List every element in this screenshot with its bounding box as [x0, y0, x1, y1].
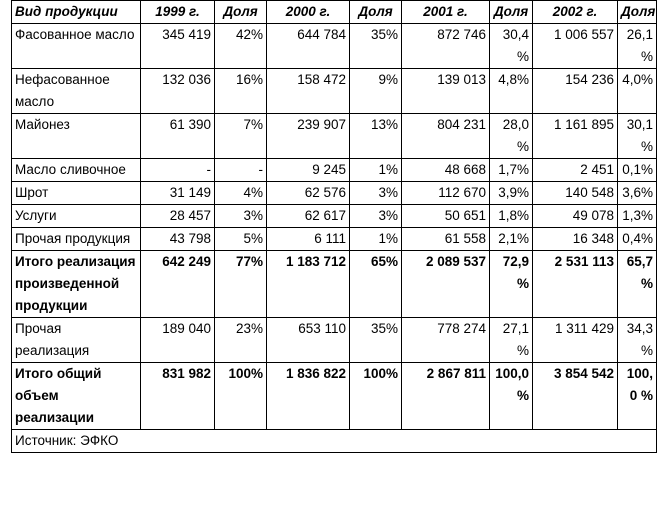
source-row [12, 430, 657, 453]
row-label: Прочая продукция [12, 228, 141, 251]
cell-value-2001: 804 231 [402, 114, 490, 159]
table-row [12, 159, 657, 182]
cell-share-2000: 13% [350, 114, 402, 159]
row-label: Шрот [12, 182, 141, 205]
cell-value-2002: 1 311 429 [533, 318, 618, 363]
row-label: Итого общий объем реализации [12, 363, 141, 430]
cell-share-2002: 0,1% [618, 159, 657, 182]
cell-value-2001: 2 867 811 [402, 363, 490, 430]
cell-value-2001: 50 651 [402, 205, 490, 228]
table-row-total-produced [12, 251, 657, 318]
cell-share-2001: 1,8% [490, 205, 533, 228]
cell-share-1999: 42% [215, 24, 267, 69]
cell-share-2000: 65% [350, 251, 402, 318]
cell-share-2000: 3% [350, 205, 402, 228]
cell-value-2002: 1 161 895 [533, 114, 618, 159]
cell-share-2000: 35% [350, 318, 402, 363]
row-label: Услуги [12, 205, 141, 228]
cell-value-2000: 653 110 [267, 318, 350, 363]
cell-share-2002: 30,1 % [618, 114, 657, 159]
cell-value-2002: 140 548 [533, 182, 618, 205]
cell-value-2000: 6 111 [267, 228, 350, 251]
cell-value-2002: 154 236 [533, 69, 618, 114]
cell-share-2001: 27,1 % [490, 318, 533, 363]
cell-value-2001: 112 670 [402, 182, 490, 205]
table-row [12, 182, 657, 205]
cell-share-2000: 1% [350, 228, 402, 251]
table-row [12, 24, 657, 69]
cell-value-2001: 872 746 [402, 24, 490, 69]
header-year-2001: 2001 г. [402, 1, 490, 24]
table-row [12, 205, 657, 228]
cell-value-2002: 3 854 542 [533, 363, 618, 430]
cell-value-1999: 132 036 [141, 69, 215, 114]
cell-value-2001: 139 013 [402, 69, 490, 114]
table-row [12, 318, 657, 363]
header-product-type: Вид продукции [12, 1, 141, 24]
cell-share-1999: - [215, 159, 267, 182]
cell-value-1999: 31 149 [141, 182, 215, 205]
cell-share-2002: 1,3% [618, 205, 657, 228]
cell-value-2001: 2 089 537 [402, 251, 490, 318]
cell-value-2001: 61 558 [402, 228, 490, 251]
cell-value-2001: 778 274 [402, 318, 490, 363]
cell-value-2000: 1 183 712 [267, 251, 350, 318]
cell-share-2000: 9% [350, 69, 402, 114]
cell-value-2000: 62 576 [267, 182, 350, 205]
cell-share-2002: 0,4% [618, 228, 657, 251]
cell-value-1999: 43 798 [141, 228, 215, 251]
cell-value-1999: 189 040 [141, 318, 215, 363]
header-year-2002: 2002 г. [533, 1, 618, 24]
cell-value-1999: 345 419 [141, 24, 215, 69]
header-share-2001: Доля [490, 1, 533, 24]
cell-value-2000: 9 245 [267, 159, 350, 182]
cell-share-1999: 3% [215, 205, 267, 228]
cell-share-2002: 4,0% [618, 69, 657, 114]
row-label: Итого реализация произведенной продукции [12, 251, 141, 318]
cell-share-1999: 4% [215, 182, 267, 205]
header-share-2000: Доля [350, 1, 402, 24]
header-row [12, 1, 657, 24]
cell-share-2001: 100,0 % [490, 363, 533, 430]
cell-value-1999: 831 982 [141, 363, 215, 430]
row-label: Фасованное масло [12, 24, 141, 69]
cell-value-2000: 158 472 [267, 69, 350, 114]
cell-value-2000: 239 907 [267, 114, 350, 159]
cell-share-1999: 5% [215, 228, 267, 251]
cell-share-2002: 26,1 % [618, 24, 657, 69]
cell-share-1999: 16% [215, 69, 267, 114]
row-label: Нефасованное масло [12, 69, 141, 114]
cell-share-1999: 7% [215, 114, 267, 159]
sales-table-container [11, 0, 656, 453]
cell-value-1999: 28 457 [141, 205, 215, 228]
cell-share-1999: 77% [215, 251, 267, 318]
table-row [12, 114, 657, 159]
cell-share-1999: 23% [215, 318, 267, 363]
cell-share-2002: 34,3 % [618, 318, 657, 363]
cell-value-2002: 2 531 113 [533, 251, 618, 318]
sales-table [11, 0, 657, 453]
table-row [12, 228, 657, 251]
cell-value-2002: 1 006 557 [533, 24, 618, 69]
cell-share-2002: 3,6% [618, 182, 657, 205]
cell-share-1999: 100% [215, 363, 267, 430]
table-row-grand-total [12, 363, 657, 430]
cell-value-2002: 16 348 [533, 228, 618, 251]
cell-share-2001: 4,8% [490, 69, 533, 114]
header-share-1999: Доля [215, 1, 267, 24]
cell-share-2000: 35% [350, 24, 402, 69]
cell-value-1999: - [141, 159, 215, 182]
cell-value-1999: 61 390 [141, 114, 215, 159]
header-share-2002: Доля [618, 1, 657, 24]
table-body [12, 24, 657, 453]
cell-share-2002: 65,7 % [618, 251, 657, 318]
cell-value-2002: 49 078 [533, 205, 618, 228]
cell-value-2000: 62 617 [267, 205, 350, 228]
cell-share-2000: 100% [350, 363, 402, 430]
header-year-2000: 2000 г. [267, 1, 350, 24]
cell-share-2001: 1,7% [490, 159, 533, 182]
table-row [12, 69, 657, 114]
cell-share-2001: 3,9% [490, 182, 533, 205]
cell-value-2001: 48 668 [402, 159, 490, 182]
row-label: Масло сливочное [12, 159, 141, 182]
cell-share-2000: 1% [350, 159, 402, 182]
source-note: Источник: ЭФКО [12, 430, 657, 453]
header-year-1999: 1999 г. [141, 1, 215, 24]
cell-share-2001: 30,4 % [490, 24, 533, 69]
cell-value-2000: 644 784 [267, 24, 350, 69]
cell-share-2002: 100,0 % [618, 363, 657, 430]
cell-share-2000: 3% [350, 182, 402, 205]
cell-share-2001: 72,9 % [490, 251, 533, 318]
cell-value-1999: 642 249 [141, 251, 215, 318]
cell-value-2002: 2 451 [533, 159, 618, 182]
row-label: Прочая реализация [12, 318, 141, 363]
cell-share-2001: 28,0 % [490, 114, 533, 159]
cell-share-2001: 2,1% [490, 228, 533, 251]
cell-value-2000: 1 836 822 [267, 363, 350, 430]
row-label: Майонез [12, 114, 141, 159]
